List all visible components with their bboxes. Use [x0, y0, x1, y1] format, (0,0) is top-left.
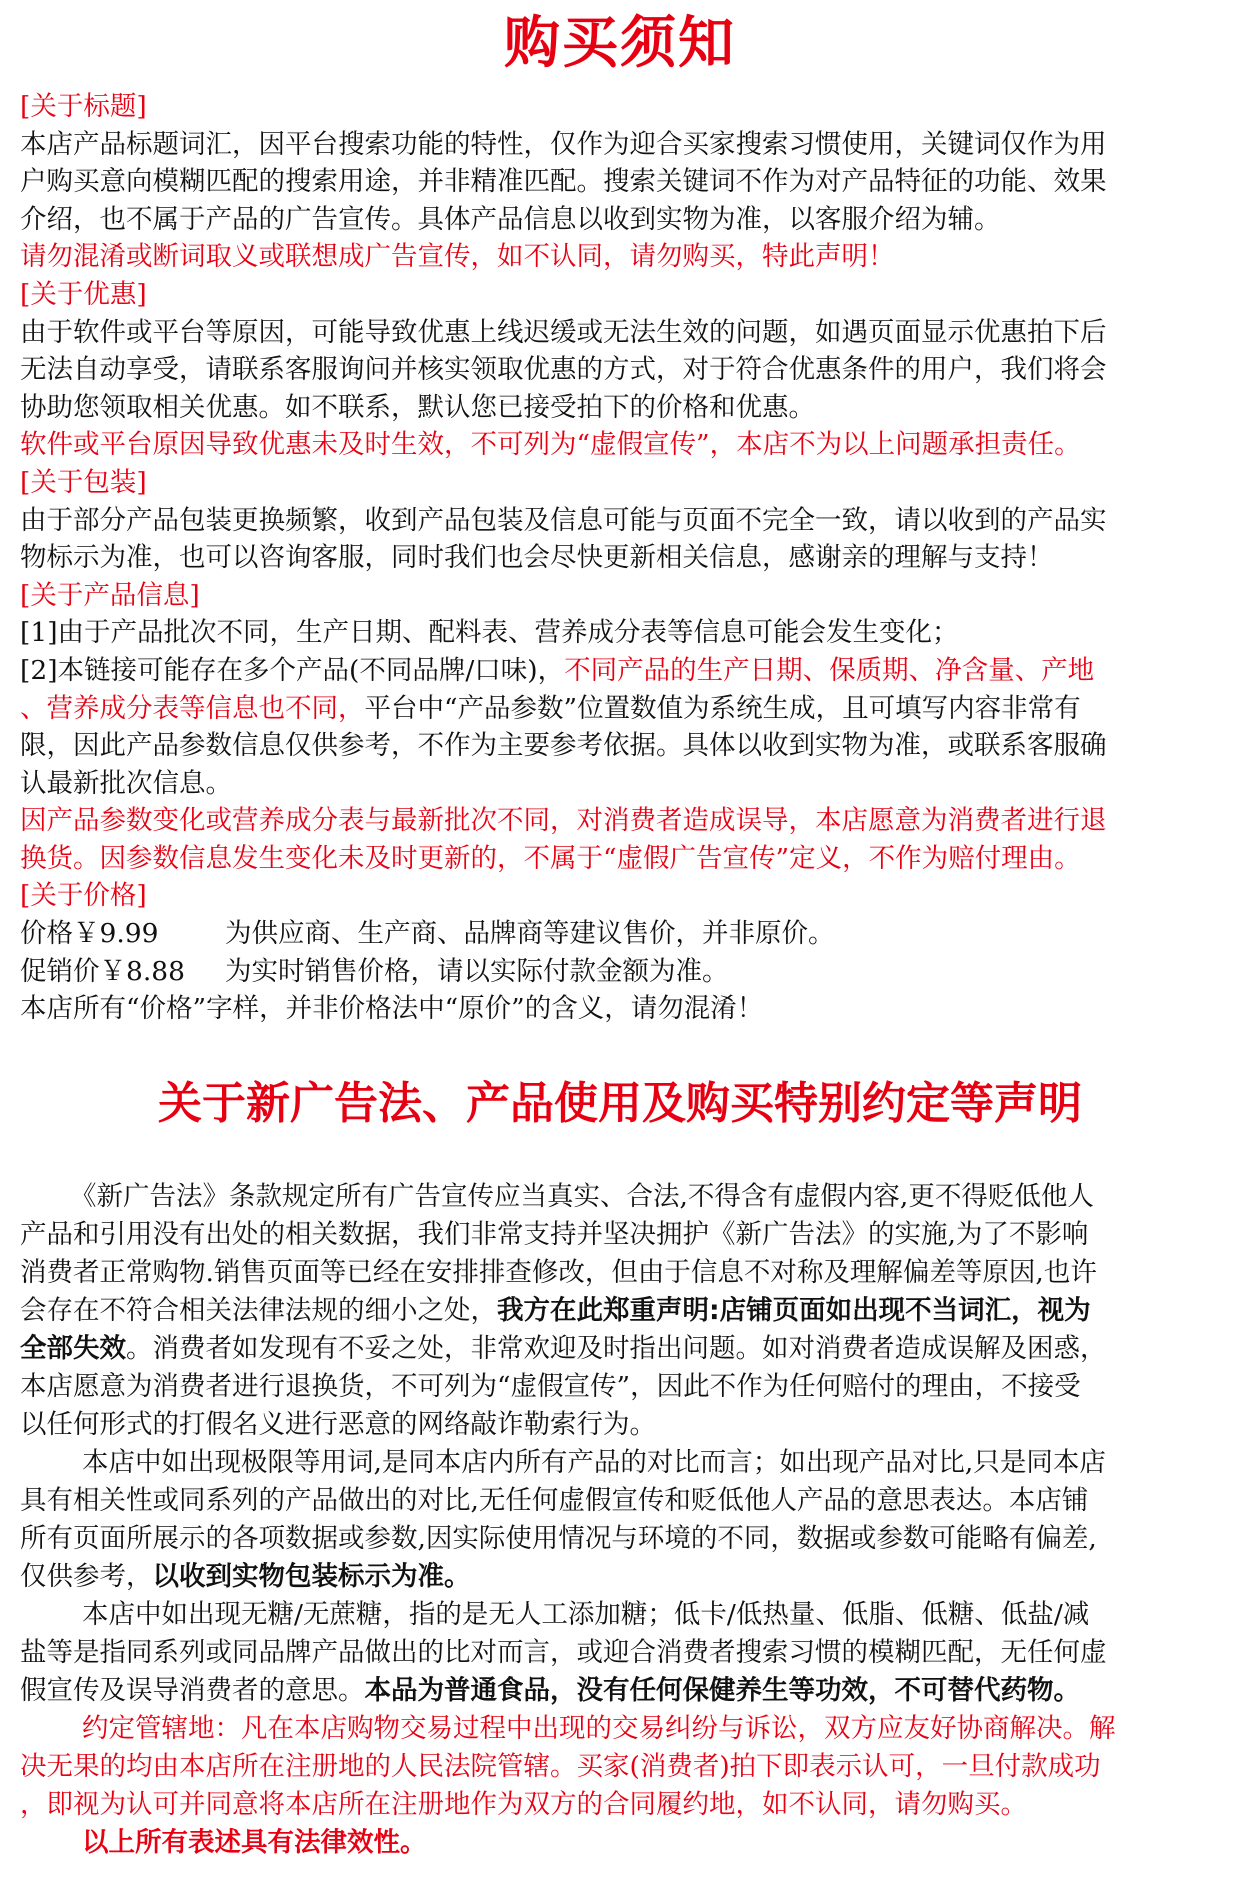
page-title: 购买须知	[504, 11, 736, 76]
ad-law-section	[20, 1178, 1220, 1862]
paragraph-text: 仅供参考，	[20, 1561, 153, 1592]
title-line: 本店产品标题词汇，因平台搜索功能的特性，仅作为迎合买家搜索习惯使用，关键词仅作为用	[20, 128, 1107, 160]
title-line: 介绍，也不属于产品的广告宣传。具体产品信息以收到实物为准，以客服介绍为辅。	[20, 203, 1001, 235]
product-info-warning: 换货。因参数信息发生变化未及时更新的，不属于“虚假广告宣传”定义，不作为赔付理由。	[20, 842, 1081, 874]
product-info-line: [1]由于产品批次不同，生产日期、配料表、营养成分表等信息可能会发生变化；	[20, 617, 959, 649]
paragraph-line: 具有相关性或同系列的产品做出的对比,无任何虚假宣传和贬低他人产品的意思表达。本店铺	[20, 1485, 1089, 1516]
product-info-header: [关于产品信息]	[20, 579, 200, 611]
product-info-line	[20, 652, 1220, 690]
product-info-warning: 因产品参数变化或营养成分表与最新批次不同，对消费者造成误导，本店愿意为消费者进行退	[20, 805, 1107, 837]
promo-line: 由于软件或平台等原因，可能导致优惠上线迟缓或无法生效的问题，如遇页面显示优惠拍下后	[20, 316, 1107, 348]
paragraph-bold-text: 我方在此郑重声明:店铺页面如出现不当词汇，视为	[497, 1295, 1091, 1326]
title-line: 户购买意向模糊匹配的搜索用途，并非精准匹配。搜索关键词不作为对产品特征的功能、效果	[20, 166, 1107, 198]
packaging-line: 由于部分产品包装更换频繁，收到产品包装及信息可能与页面不完全一致，请以收到的产品实	[20, 504, 1107, 536]
promo-price-description: 为实时销售价格，请以实际付款金额为准。	[225, 955, 729, 987]
paragraph-bold-text: 全部失效	[20, 1333, 126, 1364]
product-info-line	[20, 690, 1220, 728]
jurisdiction-line: ，即视为认可并同意将本店所在注册地作为双方的合同履约地，如不认同，请勿购买。	[20, 1789, 1027, 1820]
paragraph-text: 会存在不符合相关法律法规的细小之处，	[20, 1295, 497, 1326]
paragraph-line: 产品和引用没有出处的相关数据，我们非常支持并坚决拥护《新广告法》的实施,为了不影响	[20, 1219, 1089, 1250]
paragraph-line: 本店愿意为消费者进行退换货，不可列为“虚假宣传”，因此不作为任何赔付的理由，不接受	[20, 1371, 1081, 1402]
paragraph-text: 假宣传及误导消费者的意思。	[20, 1675, 365, 1706]
price-note: 本店所有“价格”字样，并非价格法中“原价”的含义，请勿混淆！	[20, 993, 764, 1025]
paragraph-line: 所有页面所展示的各项数据或参数,因实际使用情况与环境的不同，数据或参数可能略有偏差,	[20, 1523, 1097, 1554]
paragraph-line: 盐等是指同系列或同品牌产品做出的比对而言，或迎合消费者搜索习惯的模糊匹配，无任何虚	[20, 1637, 1107, 1668]
product-info-red-text: 不同产品的生产日期、保质期、净含量、产地	[564, 654, 1095, 686]
packaging-header: [关于包装]	[20, 466, 147, 498]
paragraph-line: 本店中如出现极限等用词,是同本店内所有产品的对比而言；如出现产品对比,只是同本店	[82, 1447, 1106, 1478]
promo-line: 无法自动享受，请联系客服询问并核实领取优惠的方式，对于符合优惠条件的用户，我们将会	[20, 354, 1107, 386]
paragraph-bold-text: 本品为普通食品，没有任何保健养生等功效，不可替代药物。	[364, 1675, 1080, 1706]
ad-law-title: 关于新广告法、产品使用及购买特别约定等声明	[158, 1078, 1082, 1129]
product-info-text: [2]本链接可能存在多个产品(不同品牌/口味)，	[20, 654, 565, 686]
promo-line: 协助您领取相关优惠。如不联系，默认您已接受拍下的价格和优惠。	[20, 391, 815, 423]
price-row	[20, 915, 1220, 953]
product-info-text: 平台中“产品参数”位置数值为系统生成，且可填写内容非常有	[364, 692, 1081, 724]
paragraph-line: 《新广告法》条款规定所有广告宣传应当真实、合法,不得含有虚假内容,更不得贬低他人	[70, 1181, 1094, 1212]
title-warning: 请勿混淆或断词取义或联想成广告宣传，如不认同，请勿购买，特此声明！	[20, 241, 895, 273]
paragraph-line: 以任何形式的打假名义进行恶意的网络敲诈勒索行为。	[20, 1409, 656, 1440]
promo-price-label: 促销价￥8.88	[20, 955, 186, 987]
packaging-line: 物标示为准，也可以咨询客服，同时我们也会尽快更新相关信息，感谢亲的理解与支持！	[20, 542, 1054, 574]
title-header: [关于标题]	[20, 91, 147, 122]
paragraph-line	[20, 1672, 1220, 1710]
price-label: 价格￥9.99	[20, 918, 159, 950]
price-header: [关于价格]	[20, 880, 147, 912]
paragraph-line: 本店中如出现无糖/无蔗糖，指的是无人工添加糖；低卡/低热量、低脂、低糖、低盐/减	[82, 1599, 1090, 1630]
promo-header: [关于优惠]	[20, 278, 147, 310]
paragraph-line: 消费者正常购物.销售页面等已经在安排排查修改，但由于信息不对称及理解偏差等原因,也许	[20, 1257, 1097, 1288]
paragraph-line	[20, 1292, 1220, 1330]
paragraph-text: 。消费者如发现有不妥之处，非常欢迎及时指出问题。如对消费者造成误解及困惑，	[126, 1333, 1107, 1364]
paragraph-line	[20, 1330, 1220, 1368]
product-info-line: 认最新批次信息。	[20, 767, 232, 799]
product-info-line: 限，因此产品参数信息仅供参考，不作为主要参考依据。具体以收到实物为准，或联系客服确	[20, 730, 1107, 762]
legal-effect-statement: 以上所有表述具有法律效性。	[82, 1827, 427, 1858]
purchase-notice-section	[20, 88, 1220, 1028]
promo-price-row	[20, 953, 1220, 991]
promo-warning: 软件或平台原因导致优惠未及时生效，不可列为“虚假宣传”，本店不为以上问题承担责任。	[20, 429, 1081, 461]
paragraph-bold-text: 以收到实物包装标示为准。	[152, 1561, 471, 1592]
jurisdiction-line: 约定管辖地：凡在本店购物交易过程中出现的交易纠纷与诉讼，双方应友好协商解决。解	[82, 1713, 1116, 1744]
paragraph-line	[20, 1558, 1220, 1596]
price-description: 为供应商、生产商、品牌商等建议售价，并非原价。	[225, 918, 835, 950]
jurisdiction-line: 决无果的均由本店所在注册地的人民法院管辖。买家(消费者)拍下即表示认可，一旦付款成功	[20, 1751, 1101, 1782]
product-info-red-text: 、营养成分表等信息也不同，	[20, 692, 365, 724]
